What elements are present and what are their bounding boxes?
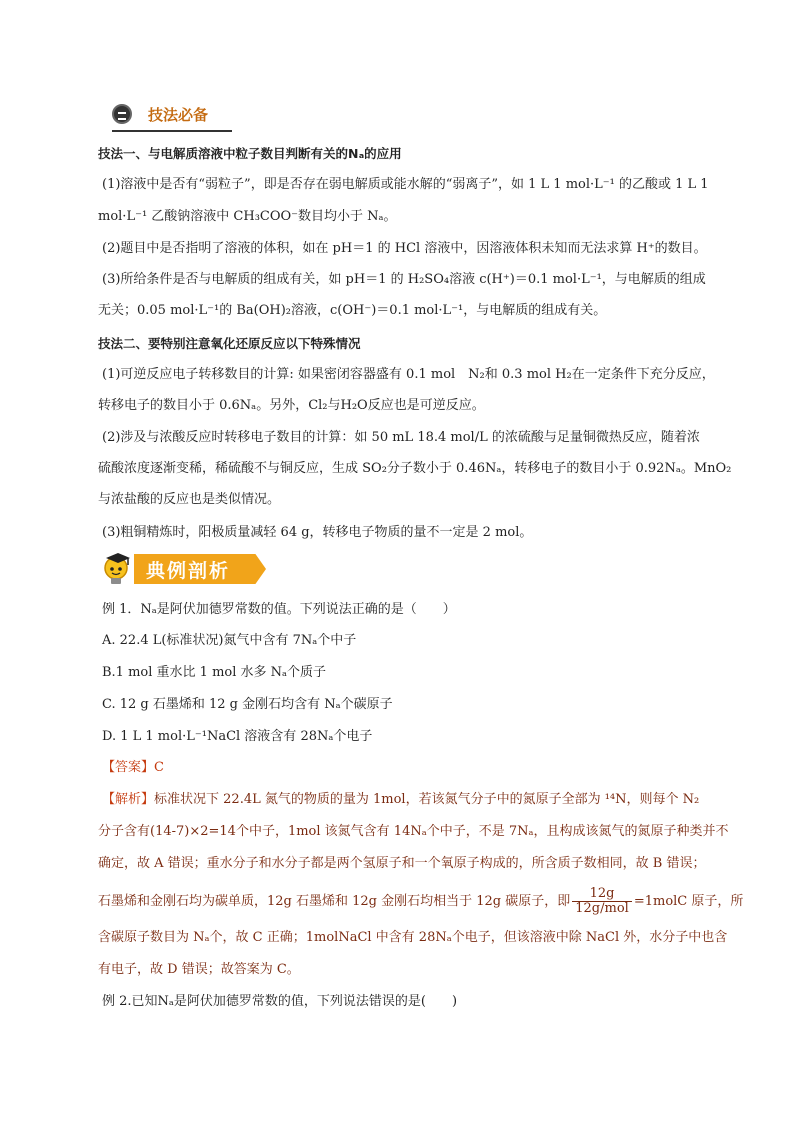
technique-1-point-3-line-2: 无关；0.05 mol·L⁻¹的 Ba(OH)₂溶液，c(OH⁻)＝0.1 mol·L⁻¹，与电解质的组成有关。 — [98, 303, 607, 318]
example-1-question: 例 1．Nₐ是阿伏加德罗常数的值。下列说法正确的是（ ） — [102, 602, 456, 617]
analysis-line-4-end: =1molC 原子，所 — [633, 894, 744, 909]
example-1-answer — [98, 755, 718, 780]
technique-1-heading: 技法一、与电解质溶液中粒子数目判断有关的Nₐ的应用 — [98, 146, 402, 161]
technique-1-point-1-line-2: mol·L⁻¹ 乙酸钠溶液中 CH₃COO⁻数目均小于 Nₐ。 — [98, 209, 397, 224]
technique-2-point-2-line-2: 硫酸浓度逐渐变稀，稀硫酸不与铜反应，生成 SO₂分子数小于 0.46Nₐ，转移电子的数目小于 0.92Nₐ。MnO₂ — [98, 461, 732, 476]
technique-2-point-1-line-2: 转移电子的数目小于 0.6Nₐ。另外，Cl₂与H₂O反应也是可逆反应。 — [98, 398, 485, 413]
analysis-text: 标准状况下 22.4L 氮气的物质的量为 1mol，若该氮气分子中的氮原子全部为 ¹⁴N，则每个 N₂ — [154, 792, 700, 807]
example-1-option-c: C. 12 g 石墨烯和 12 g 金刚石均含有 Nₐ个碳原子 — [102, 697, 393, 712]
technique-2-heading: 技法二、要特别注意氧化还原反应以下特殊情况 — [98, 336, 361, 351]
technique-2-point-2-line-1: (2)涉及与浓酸反应时转移电子数目的计算：如 50 mL 18.4 mol/L 的浓硫酸与足量铜微热反应，随着浓 — [102, 430, 700, 445]
fraction-denominator: 12g/mol — [575, 901, 629, 916]
example-1-analysis-line-5: 含碳原子数目为 Nₐ个，故 C 正确；1molNaCl 中含有 28Nₐ个电子，但该溶液中除 NaCl 外，水分子中也含 — [98, 930, 728, 945]
fraction-numerator: 12g — [572, 887, 632, 902]
analysis-label: 【解析】 — [102, 792, 155, 807]
technique-1-point-2: (2)题目中是否指明了溶液的体积，如在 pH＝1 的 HCl 溶液中，因溶液体积未知而无法求算 H⁺的数目。 — [102, 241, 707, 256]
example-1-analysis-line-2: 分子含有(14-7)×2=14个中子，1mol 该氮气含有 14Nₐ个中子，不是 7Nₐ，且构成该氮气的氮原子种类并不 — [98, 824, 729, 839]
example-2-question: 例 2.已知Nₐ是阿伏加德罗常数的值，下列说法错误的是( ) — [102, 994, 458, 1009]
example-1-analysis-line-6: 有电子，故 D 错误；故答案为 C。 — [98, 962, 300, 977]
answer-label: 【答案】 — [102, 760, 155, 775]
technique-2-point-2-line-3: 与浓盐酸的反应也是类似情况。 — [98, 492, 281, 507]
section-title: 技法必备 — [148, 106, 209, 124]
fraction — [572, 887, 632, 916]
answer-value: C — [154, 760, 164, 775]
banner-title: 典例剖析 — [146, 560, 231, 582]
example-analysis-banner — [98, 552, 276, 586]
example-1-analysis-line-4 — [98, 886, 744, 916]
example-1-option-a: A. 22.4 L(标准状况)氮气中含有 7Nₐ个中子 — [102, 633, 357, 648]
technique-1-point-1-line-1: (1)溶液中是否有“弱粒子”，即是否存在弱电解质或能水解的“弱离子”，如 1 L 1 mol·L⁻¹ 的乙酸或 1 L 1 — [102, 177, 709, 192]
example-1-option-d: D. 1 L 1 mol·L⁻¹NaCl 溶液含有 28Nₐ个电子 — [102, 729, 373, 744]
lightbulb-graduate-icon — [100, 552, 136, 588]
technique-2-point-3: (3)粗铜精炼时，阳极质量减轻 64 g，转移电子物质的量不一定是 2 mol。 — [102, 525, 533, 540]
example-1-analysis-line-3: 确定，故 A 错误；重水分子和水分子都是两个氢原子和一个氧原子构成的，所含质子数相同，故 B 错误； — [98, 856, 706, 871]
book-icon — [112, 104, 132, 124]
example-1-option-b: B.1 mol 重水比 1 mol 水多 Nₐ个质子 — [102, 665, 327, 680]
section-header — [112, 100, 232, 132]
analysis-line-4-start: 石墨烯和金刚石均为碳单质，12g 石墨烯和 12g 金刚石均相当于 12g 碳原子，即 — [98, 894, 571, 909]
technique-1-point-3-line-1: (3)所给条件是否与电解质的组成有关，如 pH＝1 的 H₂SO₄溶液 c(H⁺)＝0.1 mol·L⁻¹，与电解质的组成 — [102, 272, 706, 287]
example-1-analysis-line-1 — [98, 787, 718, 812]
technique-2-point-1-line-1: (1)可逆反应电子转移数目的计算: 如果密闭容器盛有 0.1 mol N₂和 0.3 mol H₂在一定条件下充分反应， — [102, 367, 715, 382]
